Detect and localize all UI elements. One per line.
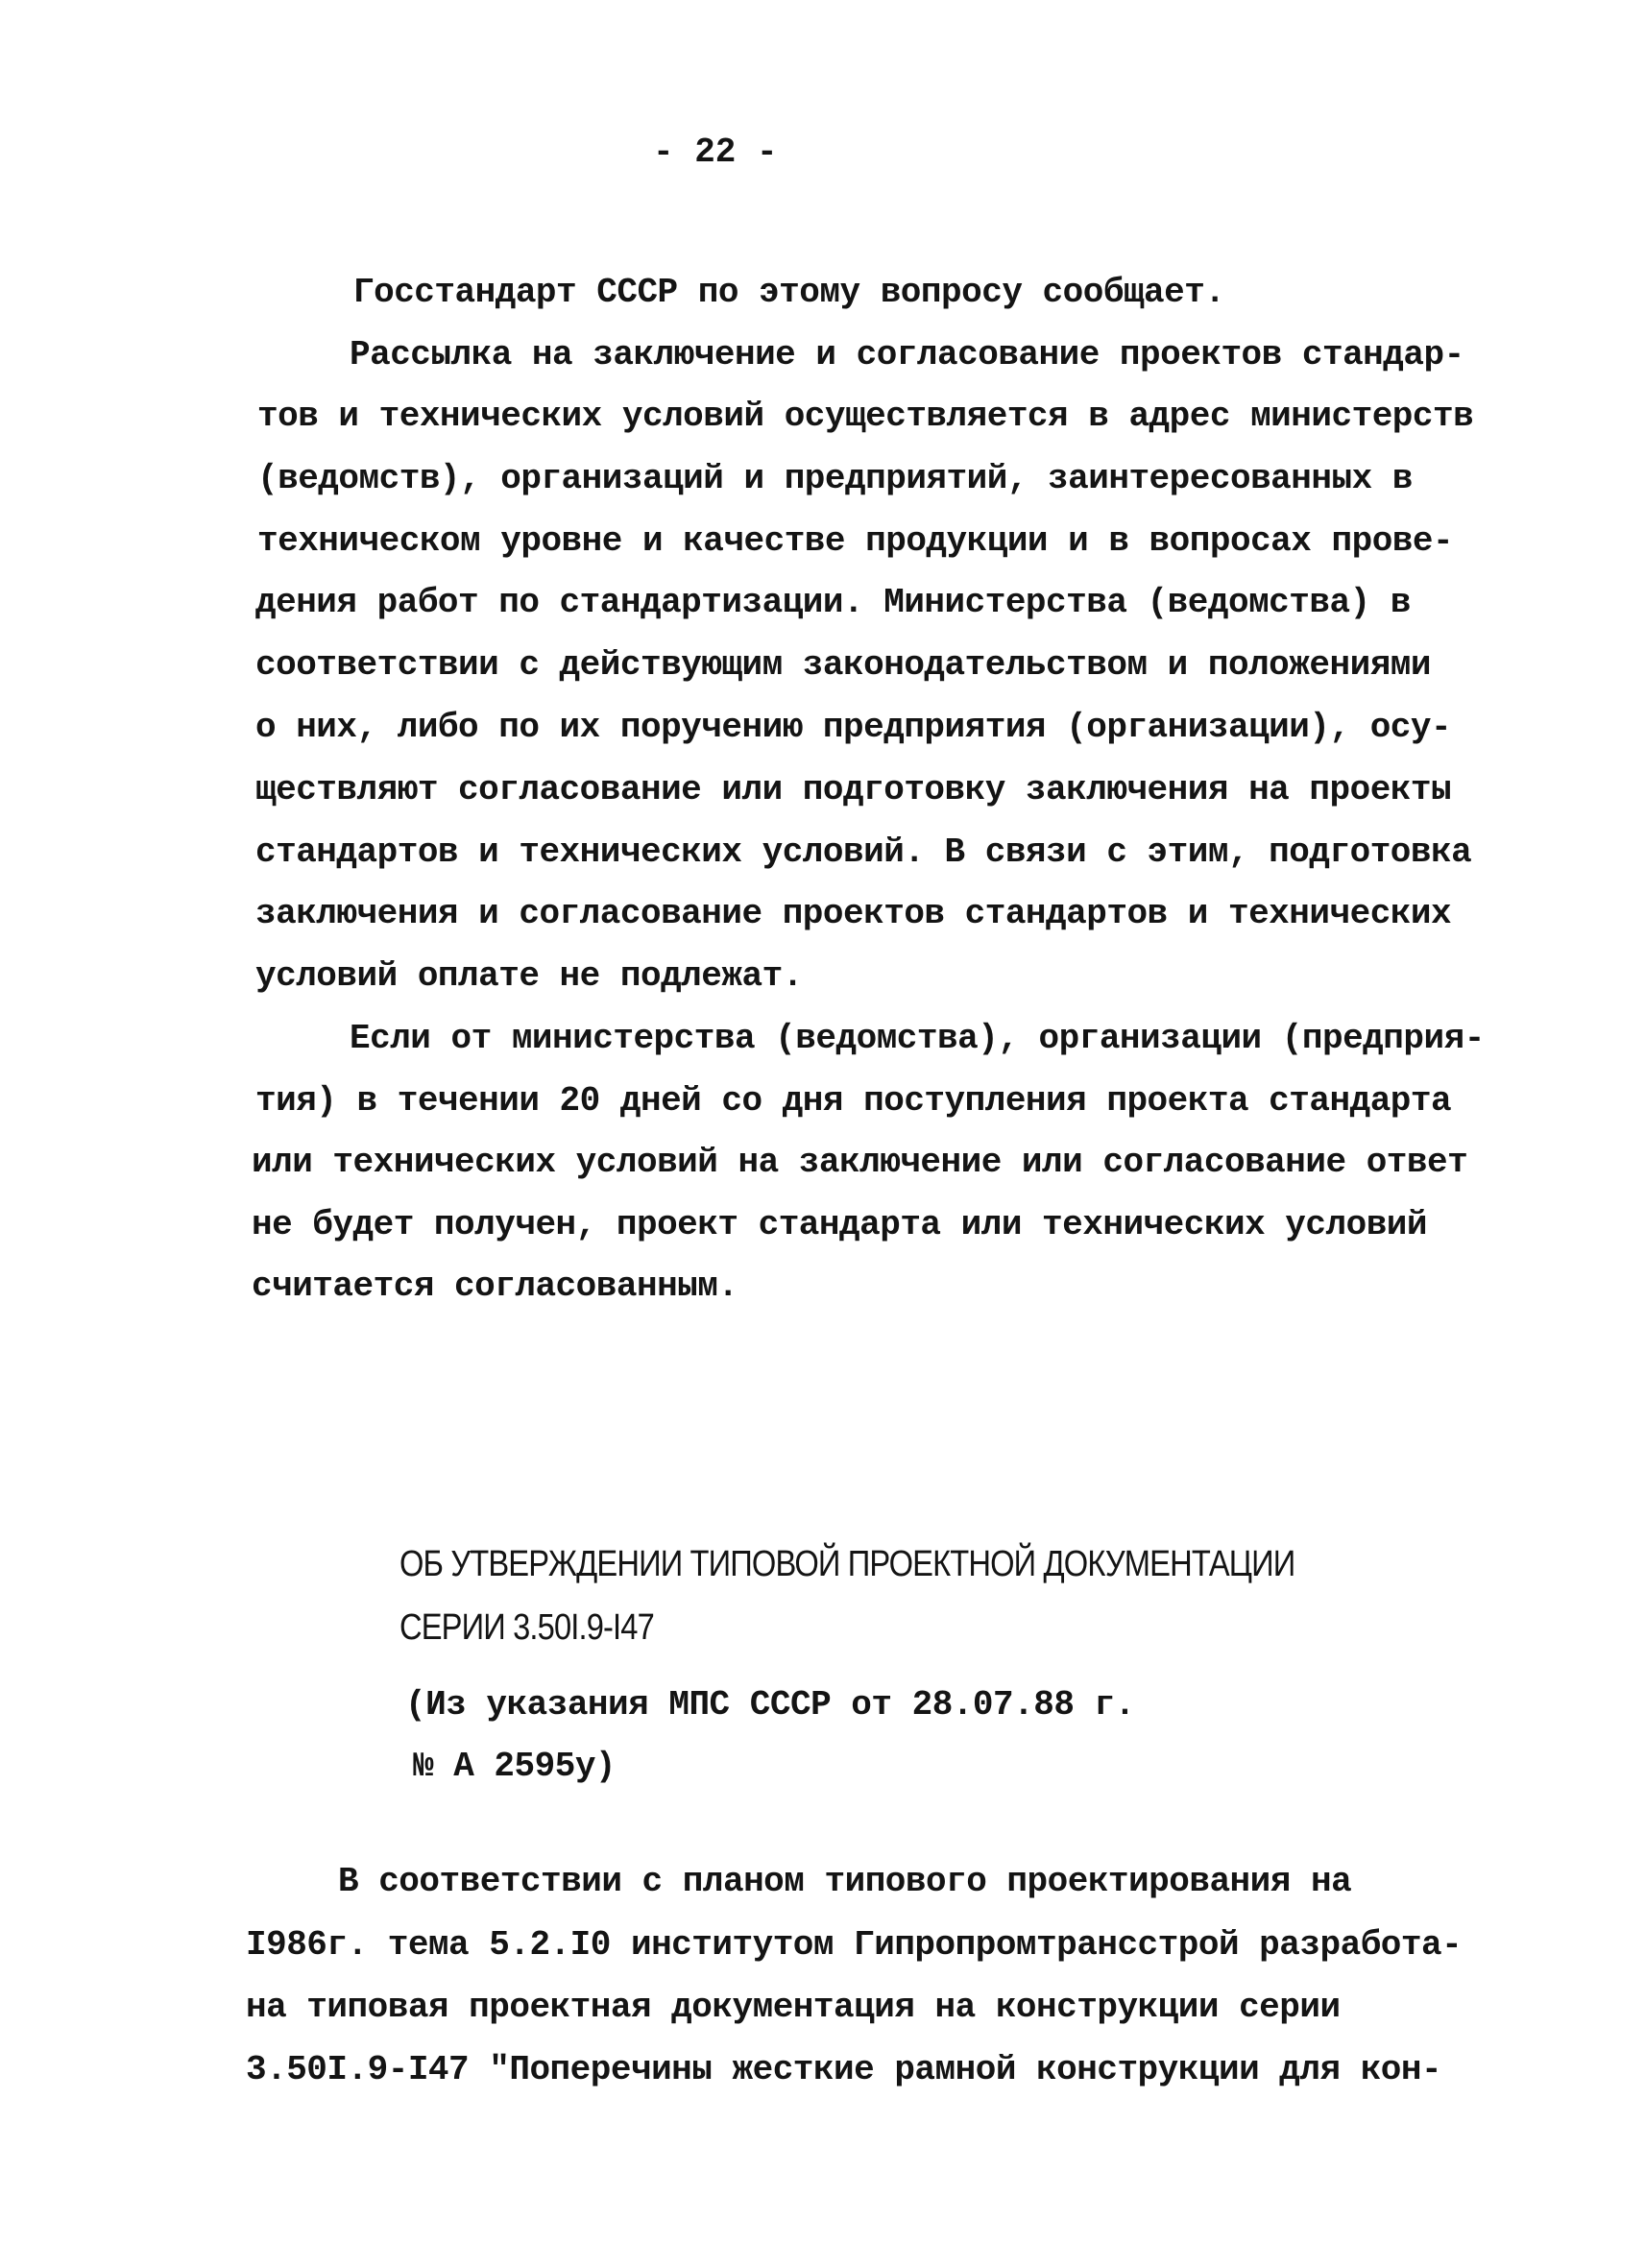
paragraph-line: дения работ по стандартизации. Министерства (ведомства) в (255, 583, 1411, 622)
paragraph-line: о них, либо по их поручению предприятия (организации), осу- (255, 708, 1452, 747)
paragraph-line: 3.50I.9-I47 "Поперечины жесткие рамной конструкции для кон- (246, 2050, 1442, 2089)
paragraph-line: В соответствии с планом типового проектирования на (338, 1862, 1352, 1901)
paragraph-line: (ведомств), организаций и предприятий, заинтересованных в (257, 459, 1413, 498)
paragraph-line: Рассылка на заключение и согласование проектов стандар- (350, 335, 1464, 374)
paragraph-line: тия) в течении 20 дней со дня поступления проекта стандарта (255, 1081, 1452, 1121)
paragraph-line: на типовая проектная документация на конструкции серии (246, 1988, 1341, 2027)
section-heading-series: СЕРИИ 3.50I.9-I47 (399, 1607, 654, 1648)
paragraph-line: Госстандарт СССР по этому вопросу сообщает. (353, 273, 1225, 312)
paragraph-line: ществляют согласование или подготовку заключения на проекты (255, 770, 1452, 809)
source-note: (Из указания МПС СССР от 28.07.88 г. (405, 1685, 1135, 1725)
paragraph-line: условий оплате не подлежат. (255, 956, 803, 996)
paragraph-line: техническом уровне и качестве продукции и в вопросах прове- (257, 521, 1454, 561)
section-heading: ОБ УТВЕРЖДЕНИИ ТИПОВОЙ ПРОЕКТНОЙ ДОКУМЕНТАЦИИ (399, 1544, 1295, 1584)
paragraph-line: соответствии с действующим законодательством и положениями (255, 645, 1432, 685)
page-number: - 22 - (653, 133, 778, 172)
paragraph-line: не будет получен, проект стандарта или технических условий (252, 1205, 1428, 1244)
paragraph-line: стандартов и технических условий. В связи с этим, подготовка (255, 832, 1472, 872)
paragraph-line: тов и технических условий осуществляется в адрес министерств (257, 397, 1474, 436)
paragraph-line: или технических условий на заключение или согласование ответ (252, 1143, 1468, 1182)
source-note-number: № А 2595у) (413, 1747, 617, 1786)
paragraph-line: заключения и согласование проектов стандартов и технических (255, 894, 1452, 933)
paragraph-line: Если от министерства (ведомства), организации (предприя- (350, 1019, 1485, 1058)
paragraph-line: считается согласованным. (252, 1267, 738, 1306)
paragraph-line: I986г. тема 5.2.I0 институтом Гипропромтрансстрой разработа- (246, 1925, 1463, 1965)
